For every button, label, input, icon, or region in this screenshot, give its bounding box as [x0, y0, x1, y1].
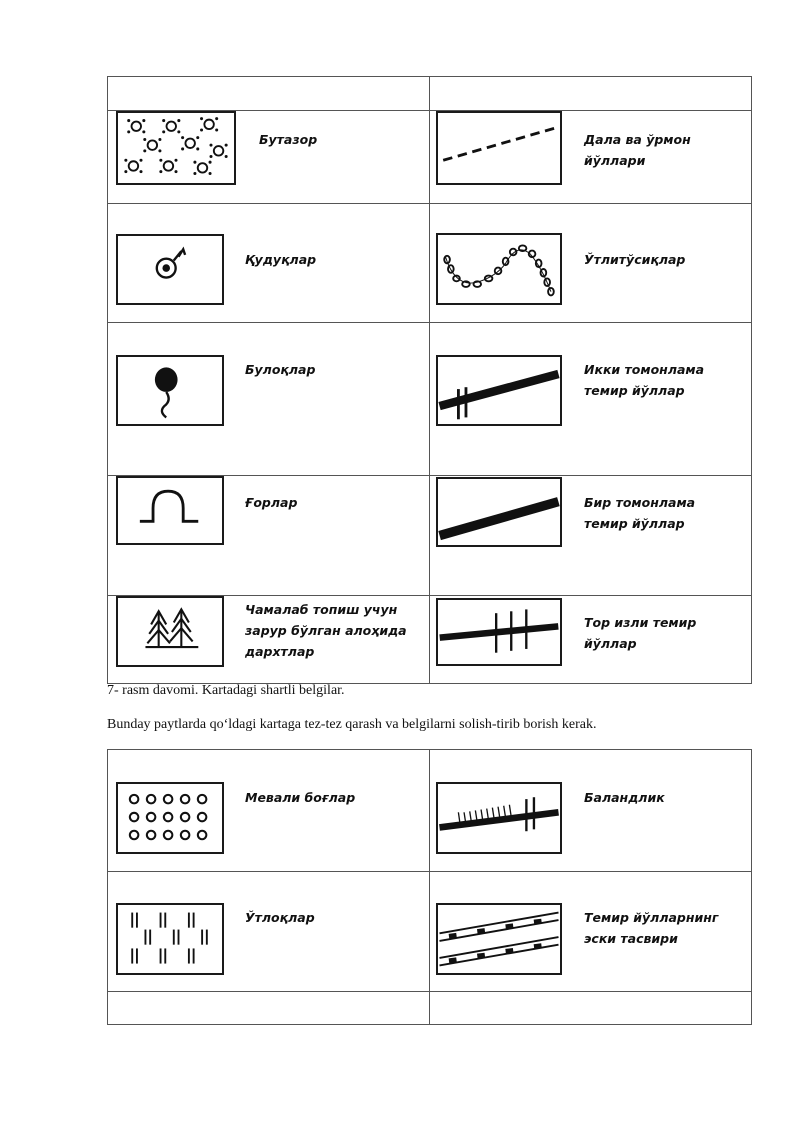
label-balandlik: Баландлик	[584, 790, 665, 805]
orchard-icon	[116, 782, 224, 854]
spring-icon	[116, 355, 224, 426]
label-gorlar: Ғорлар	[245, 495, 298, 510]
dashed-road-icon	[436, 111, 562, 185]
column-divider	[429, 750, 430, 1024]
narrow-gauge-railway-icon	[436, 598, 562, 666]
label-eski-tasvir: Темир йўлларнинг эски тасвири	[584, 910, 719, 946]
hedge-icon	[436, 233, 562, 305]
old-railway-icon	[436, 903, 562, 975]
double-track-railway-icon	[436, 355, 562, 426]
landmark-trees-icon	[116, 596, 224, 667]
label-daraxtlar: Чамалаб топиш учун зарур бўлган алоҳида дархтлар	[245, 602, 407, 659]
symbols-table-2	[107, 749, 752, 1025]
column-divider	[429, 77, 430, 683]
symbols-table-1	[107, 76, 752, 684]
well-icon	[116, 234, 224, 305]
embankment-icon	[436, 782, 562, 854]
label-utlitusiqlar: Ўтлитўсиқлар	[584, 252, 686, 267]
label-qudiqlar: Қудуқлар	[245, 252, 317, 267]
label-dala-yollari: Дала ва ўрмон йўллари	[584, 132, 691, 168]
label-butazor: Бутазор	[259, 132, 318, 147]
label-buloqlar: Булоқлар	[245, 362, 316, 377]
cave-icon	[116, 476, 224, 545]
label-utloqlar: Ўтлоқлар	[245, 910, 315, 925]
figure-caption: 7- rasm davomi. Kartadagi shartli belgilar.	[107, 683, 345, 698]
body-paragraph: Bunday paytlarda qo‘ldagi kartaga tez-tez qarash va belgilarni solish-tirib borish kerak.	[107, 717, 597, 732]
label-mevali: Мевали боғлар	[245, 790, 356, 805]
meadow-icon	[116, 903, 224, 975]
label-ikki-tomonlama: Икки томонлама темир йўллар	[584, 362, 705, 398]
shrub-symbol-icon	[116, 111, 236, 185]
label-bir-tomonlama: Бир томонлама темир йўллар	[584, 495, 696, 531]
single-track-railway-icon	[436, 477, 562, 547]
label-tor-izli: Тор изли темир йўллар	[584, 615, 697, 651]
